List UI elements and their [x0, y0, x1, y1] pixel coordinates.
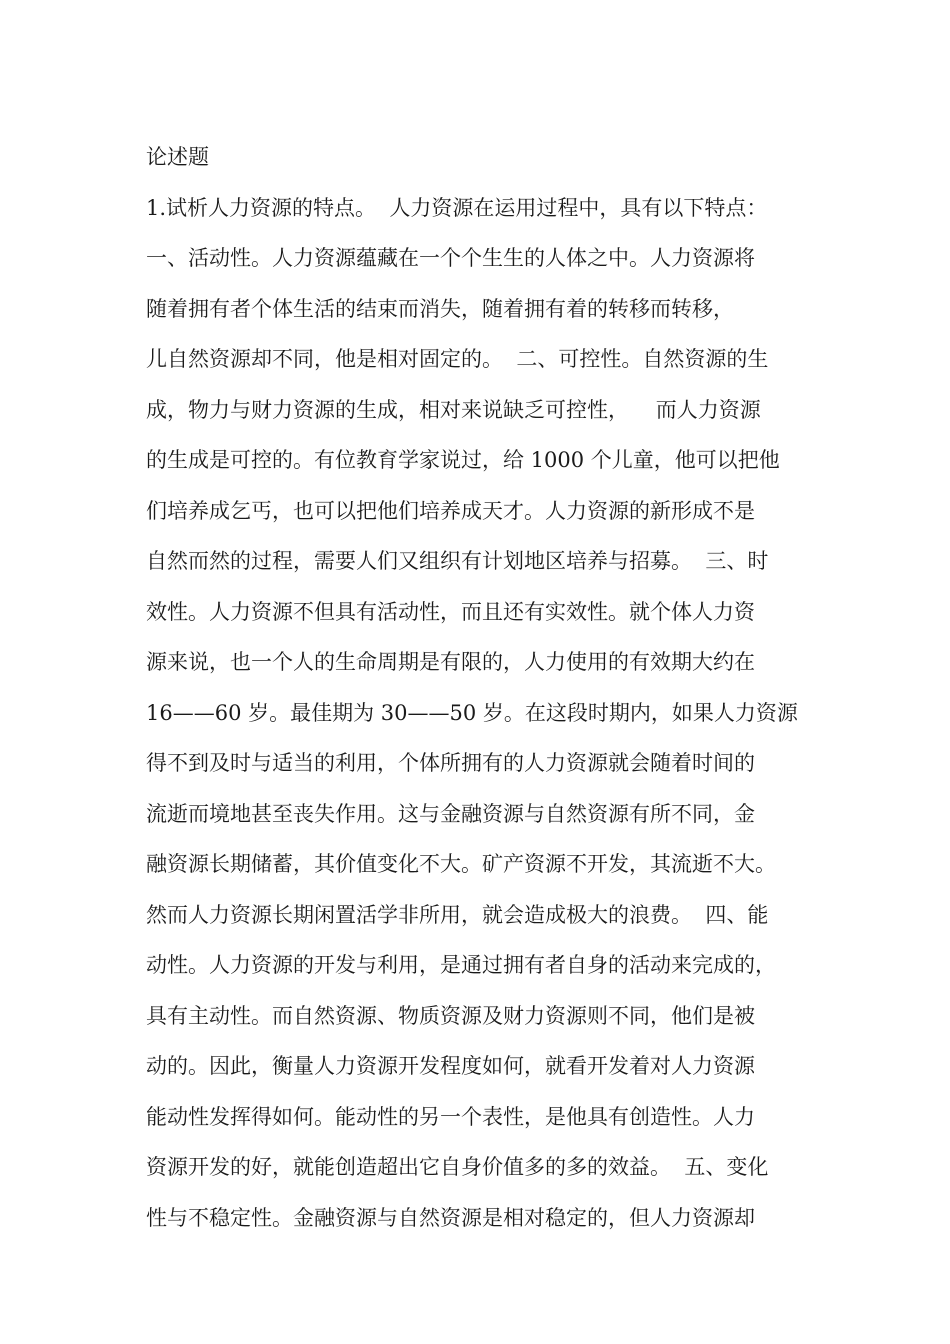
- paragraph-line: 动性。人力资源的开发与利用，是通过拥有者自身的活动来完成的，: [146, 953, 776, 977]
- paragraph-line: 得不到及时与适当的利用，个体所拥有的人力资源就会随着时间的: [146, 751, 755, 775]
- paragraph-line: 儿自然资源却不同，他是相对固定的。 二、可控性。自然资源的生: [146, 347, 769, 371]
- paragraph-line: 性与不稳定性。金融资源与自然资源是相对稳定的，但人力资源却: [146, 1205, 755, 1230]
- paragraph-line: 能动性发挥得如何。能动性的另一个表性，是他具有创造性。人力: [146, 1104, 755, 1129]
- paragraph-line: 资源开发的好，就能创造超出它自身价值多的多的效益。 五、变化: [146, 1155, 769, 1179]
- paragraph-line: 们培养成乞丐，也可以把他们培养成天才。人力资源的新形成不是: [146, 498, 755, 523]
- paragraph-line: 动的。因此，衡量人力资源开发程度如何，就看开发着对人力资源: [146, 1054, 755, 1078]
- paragraph-line: 融资源长期储蓄，其价值变化不大。矿产资源不开发，其流逝不大。: [146, 852, 776, 876]
- document-body: [146, 132, 826, 1243]
- section-heading: 论述题: [146, 145, 209, 169]
- paragraph-line: 效性。人力资源不但具有活动性，而且还有实效性。就个体人力资: [146, 599, 755, 624]
- paragraph-line: 自然而然的过程，需要人们又组织有计划地区培养与招募。 三、时: [146, 549, 769, 573]
- paragraph-line: 流逝而境地甚至丧失作用。这与金融资源与自然资源有所不同，金: [146, 801, 755, 826]
- paragraph-line: 然而人力资源长期闲置活学非所用，就会造成极大的浪费。 四、能: [146, 902, 769, 927]
- paragraph-line: 随着拥有者个体生活的结束而消失，随着拥有着的转移而转移，: [146, 296, 734, 321]
- paragraph-line: 成，物力与财力资源的生成，相对来说缺乏可控性， 而人力资源: [146, 397, 761, 422]
- paragraph-line: 16——60 岁。最佳期为 30——50 岁。在这段时期内，如果人力资源: [146, 700, 798, 725]
- paragraph-line: 的生成是可控的。有位教育学家说过，给 1000 个儿童，他可以把他: [146, 448, 780, 472]
- paragraph-line: 源来说，也一个人的生命周期是有限的，人力使用的有效期大约在: [146, 650, 755, 674]
- paragraph-line: 1.试析人力资源的特点。 人力资源在运用过程中，具有以下特点：: [146, 195, 768, 220]
- paragraph-line: 具有主动性。而自然资源、物质资源及财力资源则不同，他们是被: [146, 1003, 755, 1028]
- paragraph-line: 一、活动性。人力资源蕴藏在一个个生生的人体之中。人力资源将: [146, 246, 755, 270]
